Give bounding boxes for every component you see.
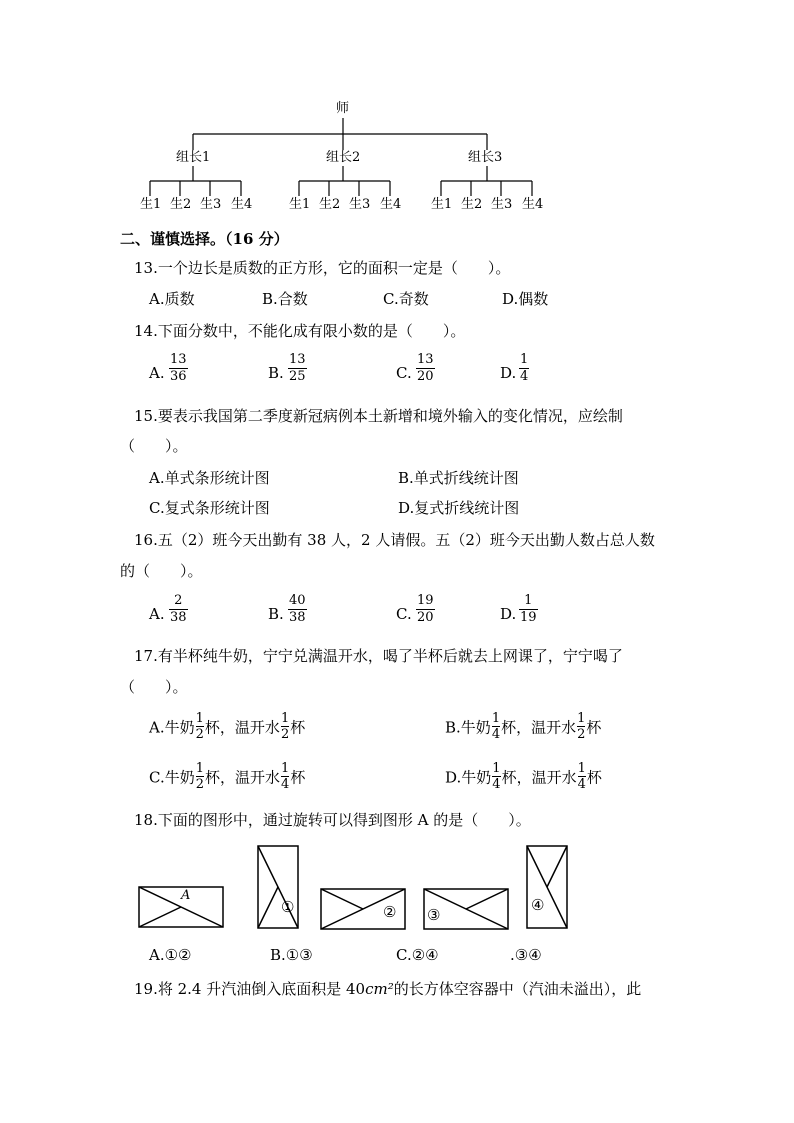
q16-option-b-fraction: [288, 594, 307, 625]
q17-option-a: [149, 711, 306, 743]
figure-a-label: A: [181, 888, 191, 903]
q16-option-b-letter: B.: [268, 605, 284, 623]
q14-option-a-letter: A.: [149, 364, 165, 382]
option-letter: C.: [149, 768, 165, 787]
fraction-numerator: 13: [170, 352, 187, 367]
water-fraction: [281, 762, 289, 791]
fraction-denominator: 4: [491, 727, 501, 742]
tree-student: 生1: [289, 197, 311, 212]
fraction-numerator: 1: [195, 711, 204, 726]
q13-stem: 13.一个边长是质数的正方形，它的面积一定是（ ）。: [134, 259, 511, 277]
q16-stem-line1: 16.五（2）班今天出勤有 38 人，2 人请假。五（2）班今天出勤人数占总人数: [134, 531, 655, 549]
fraction-numerator: 1: [492, 761, 501, 776]
figure-4-half-line: [547, 846, 567, 887]
figure-1-label: ①: [281, 898, 295, 916]
tree-student: 生3: [200, 197, 222, 212]
q16-option-a-letter: A.: [149, 605, 165, 623]
figure-4-diagonal: [527, 846, 567, 928]
water-label: ，温开水: [516, 718, 577, 737]
cup-label: 杯: [290, 768, 306, 787]
fraction-denominator: 20: [417, 610, 434, 625]
water-fraction: [577, 712, 585, 741]
q15-option-d: D.复式折线统计图: [398, 499, 520, 517]
q16-option-d-letter: D.: [500, 605, 517, 623]
tree-student: 生1: [431, 197, 453, 212]
tree-student: 生3: [491, 197, 513, 212]
fraction-numerator: 13: [289, 352, 306, 367]
figure-a-half-line: [139, 907, 181, 927]
q14-option-d-fraction: [519, 353, 529, 384]
cup-label: 杯: [290, 718, 306, 737]
tree-group3-label: 组长3: [468, 150, 503, 165]
q13-option-a: A.质数: [149, 290, 195, 308]
option-letter: D.: [445, 768, 462, 787]
cup-label: 杯: [501, 718, 517, 737]
tree-root-label: 师: [336, 101, 350, 116]
fraction-denominator: 4: [577, 777, 586, 792]
q17-option-d: [445, 761, 602, 793]
milk-label: 牛奶: [164, 768, 195, 787]
fraction-numerator: 40: [289, 593, 306, 608]
cup-label: 杯: [586, 718, 602, 737]
q19-stem: [134, 979, 641, 999]
tree-student: 生2: [319, 197, 341, 212]
q13-option-d: D.偶数: [502, 290, 549, 308]
q15-option-b: B.单式折线统计图: [398, 469, 519, 487]
cup-label: 杯: [586, 768, 602, 787]
milk-fraction: [196, 762, 204, 791]
q14-stem: 14.下面分数中，不能化成有限小数的是（ ）。: [134, 322, 466, 340]
figure-2-label: ②: [383, 903, 397, 921]
tree-student: 生4: [231, 197, 253, 212]
q14-option-d-letter: D.: [500, 364, 517, 382]
fraction-numerator: 1: [491, 711, 501, 726]
cup-label: 杯: [204, 718, 220, 737]
q18-option-c: C.②④: [396, 946, 439, 964]
q17-option-c: [149, 761, 306, 793]
q15-stem-line1: 15.要表示我国第二季度新冠病例本土新增和境外输入的变化情况，应绘制: [134, 407, 623, 425]
fraction-numerator: 2: [174, 593, 183, 608]
milk-fraction: [196, 712, 204, 741]
fraction-denominator: 4: [492, 777, 501, 792]
figure-3-label: ③: [427, 906, 441, 924]
q18-option-a: A.①②: [149, 946, 192, 964]
tree-student: 生2: [461, 197, 483, 212]
fraction-numerator: 1: [524, 593, 533, 608]
figure-4-label: ④: [531, 896, 545, 914]
fraction-denominator: 25: [289, 369, 306, 384]
fraction-numerator: 13: [417, 352, 434, 367]
org-tree-lines: [0, 0, 794, 230]
milk-label: 牛奶: [460, 718, 491, 737]
q16-option-c-fraction: [416, 594, 435, 625]
q16-option-c-letter: C.: [396, 605, 412, 623]
tree-student: 生3: [349, 197, 371, 212]
q16-option-a-fraction: [169, 594, 188, 625]
q16-option-d-fraction: [519, 594, 538, 625]
fraction-denominator: 2: [577, 727, 586, 742]
q18-option-b: B.①③: [270, 946, 313, 964]
q15-option-a: A.单式条形统计图: [149, 469, 270, 487]
fraction-denominator: 19: [520, 610, 537, 625]
q19-stem-before: 19.将 2.4 升汽油倒入底面积是 40: [134, 980, 366, 998]
water-fraction: [578, 762, 586, 791]
fraction-denominator: 4: [281, 777, 290, 792]
tree-student: 生1: [140, 197, 162, 212]
tree-student: 生4: [522, 197, 544, 212]
q17-stem-line1: 17.有半杯纯牛奶，宁宁兑满温开水，喝了半杯后就去上网课了，宁宁喝了: [134, 647, 623, 665]
q15-stem-line2: （ ）。: [120, 437, 188, 455]
option-letter: A.: [149, 718, 165, 737]
milk-fraction: [492, 762, 500, 791]
water-fraction: [281, 712, 289, 741]
q13-option-c: C.奇数: [383, 290, 429, 308]
figure-3-half-line: [466, 889, 508, 909]
section-title: 二、谨慎选择。（16 分）: [120, 230, 289, 248]
tree-student: 生2: [170, 197, 192, 212]
water-label: ，温开水: [516, 768, 577, 787]
fraction-denominator: 2: [280, 727, 290, 742]
fraction-numerator: 1: [281, 761, 290, 776]
fraction-denominator: 2: [195, 727, 204, 742]
q14-option-b-letter: B.: [268, 364, 284, 382]
cup-label: 杯: [501, 768, 517, 787]
q14-option-c-fraction: [416, 353, 435, 384]
fraction-numerator: 1: [195, 761, 205, 776]
fraction-numerator: 1: [520, 352, 529, 367]
q17-stem-line2: （ ）。: [120, 678, 188, 696]
tree-group2-label: 组长2: [326, 150, 361, 165]
q19-unit: cm²: [365, 980, 394, 998]
q13-option-b: B.合数: [262, 290, 308, 308]
tree-student: 生4: [380, 197, 402, 212]
fraction-numerator: 1: [280, 711, 290, 726]
fraction-denominator: 38: [170, 610, 187, 625]
fraction-denominator: 2: [195, 777, 205, 792]
q14-option-b-fraction: [288, 353, 307, 384]
milk-label: 牛奶: [164, 718, 195, 737]
tree-group1-label: 组长1: [176, 150, 211, 165]
q17-option-b: [445, 711, 602, 743]
q15-option-c: C.复式条形统计图: [149, 499, 270, 517]
milk-fraction: [492, 712, 500, 741]
q16-stem-line2: 的（ ）。: [120, 562, 203, 580]
water-label: ，温开水: [220, 768, 281, 787]
fraction-numerator: 1: [577, 761, 586, 776]
milk-label: 牛奶: [461, 768, 492, 787]
option-letter: B.: [445, 718, 461, 737]
fraction-denominator: 20: [417, 369, 434, 384]
water-label: ，温开水: [219, 718, 280, 737]
q18-option-d: .③④: [510, 946, 542, 964]
q19-stem-after: 的长方体空容器中（汽油未溢出），此: [393, 980, 642, 998]
fraction-denominator: 36: [170, 369, 187, 384]
fraction-denominator: 4: [520, 369, 529, 384]
fraction-numerator: 1: [577, 711, 586, 726]
cup-label: 杯: [205, 768, 221, 787]
figure-1-half-line: [258, 887, 278, 928]
fraction-denominator: 38: [289, 610, 306, 625]
q14-option-a-fraction: [169, 353, 188, 384]
figure-2-half-line: [321, 889, 363, 909]
q14-option-c-letter: C.: [396, 364, 412, 382]
fraction-numerator: 19: [417, 593, 434, 608]
figure-4-rect: [527, 846, 567, 928]
q18-stem: 18.下面的图形中，通过旋转可以得到图形 A 的是（ ）。: [134, 811, 531, 829]
